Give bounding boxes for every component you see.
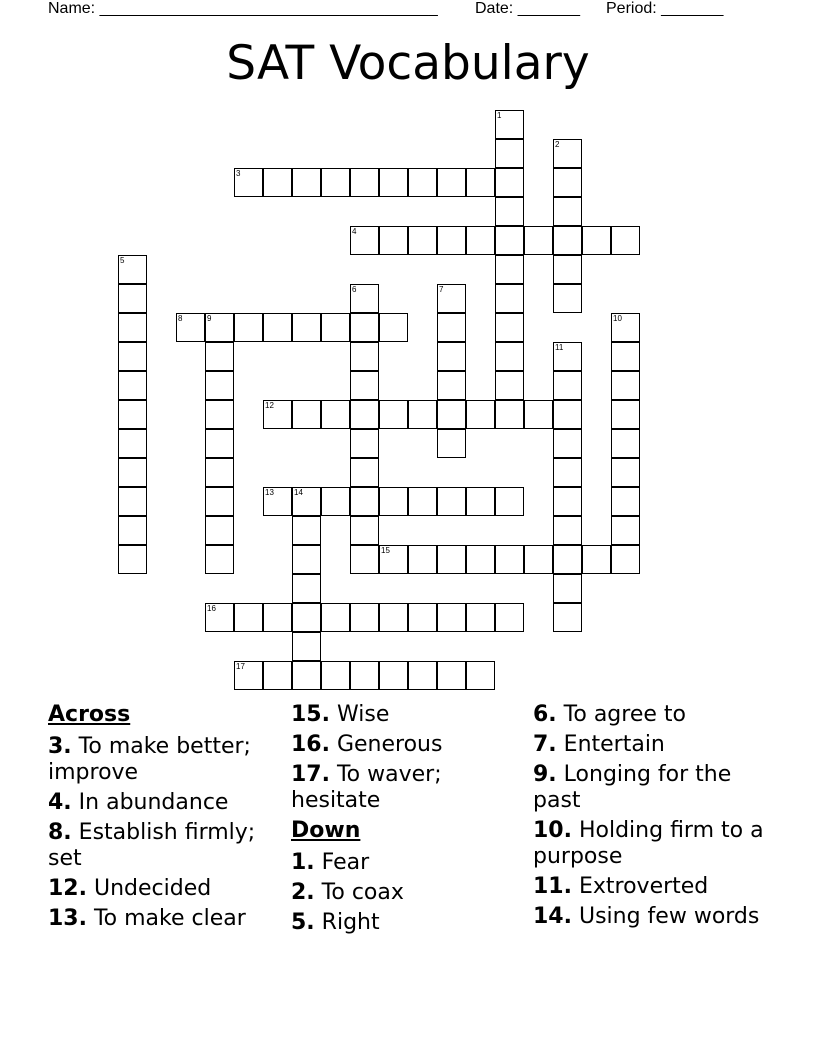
grid-cell[interactable]: [292, 313, 321, 342]
clue-item-number: 16.: [291, 732, 330, 757]
grid-cell[interactable]: [350, 603, 379, 632]
clue-item-number: 1.: [291, 850, 315, 875]
grid-cell[interactable]: [611, 545, 640, 574]
grid-cell[interactable]: [495, 487, 524, 516]
clue-item-text: To make clear: [86, 906, 246, 931]
grid-cell[interactable]: [553, 255, 582, 284]
grid-cell[interactable]: [292, 168, 321, 197]
clue-item: [48, 790, 278, 816]
grid-cell[interactable]: [321, 400, 350, 429]
clue-number: 12: [265, 401, 274, 410]
grid-cell[interactable]: [350, 429, 379, 458]
grid-cell[interactable]: [263, 400, 292, 429]
clue-number: 4: [352, 227, 357, 236]
grid-cell[interactable]: [437, 168, 466, 197]
grid-cell[interactable]: [118, 255, 147, 284]
clue-item: [48, 820, 278, 872]
grid-cell[interactable]: [350, 458, 379, 487]
grid-cell[interactable]: [205, 342, 234, 371]
clue-item: [291, 850, 526, 876]
grid-cell[interactable]: [379, 603, 408, 632]
clue-item-number: 7.: [533, 732, 557, 757]
grid-cell[interactable]: [495, 313, 524, 342]
grid-cell[interactable]: [292, 545, 321, 574]
grid-cell[interactable]: [118, 458, 147, 487]
grid-cell[interactable]: [524, 545, 553, 574]
grid-cell[interactable]: [408, 226, 437, 255]
grid-cell[interactable]: [553, 168, 582, 197]
grid-cell[interactable]: [611, 487, 640, 516]
clue-number: 2: [555, 140, 560, 149]
grid-cell[interactable]: [205, 400, 234, 429]
grid-cell[interactable]: [350, 516, 379, 545]
grid-cell[interactable]: [553, 139, 582, 168]
grid-cell[interactable]: [553, 545, 582, 574]
clue-number: 11: [555, 343, 564, 352]
clue-item-text: Generous: [329, 732, 443, 757]
clue-item-number: 2.: [291, 880, 315, 905]
clue-item-number: 4.: [48, 790, 72, 815]
clue-column-3: [533, 702, 773, 934]
clue-item-text: Undecided: [86, 876, 212, 901]
grid-cell[interactable]: [408, 400, 437, 429]
grid-cell[interactable]: [379, 545, 408, 574]
grid-cell[interactable]: [118, 400, 147, 429]
clue-column-2: [291, 702, 526, 940]
clue-item: [533, 762, 773, 814]
grid-cell[interactable]: [553, 400, 582, 429]
grid-cell[interactable]: [263, 487, 292, 516]
clue-item: [291, 762, 526, 814]
grid-cell[interactable]: [582, 545, 611, 574]
clue-item: [48, 906, 278, 932]
clue-item-text: In abundance: [71, 790, 229, 815]
name-field[interactable]: Name: ______________________________________: [48, 0, 438, 17]
grid-cell[interactable]: [553, 516, 582, 545]
grid-cell[interactable]: [524, 226, 553, 255]
grid-cell[interactable]: [466, 603, 495, 632]
clue-number: 14: [294, 488, 303, 497]
clue-item-text: Right: [314, 910, 380, 935]
clue-item-number: 10.: [533, 818, 572, 843]
clue-item-number: 3.: [48, 734, 72, 759]
grid-cell[interactable]: [350, 661, 379, 690]
clue-item: [291, 732, 526, 758]
grid-cell[interactable]: [118, 313, 147, 342]
clue-item: [533, 818, 773, 870]
grid-cell[interactable]: [437, 545, 466, 574]
grid-cell[interactable]: [408, 603, 437, 632]
grid-cell[interactable]: [495, 110, 524, 139]
clue-item-text: Fear: [314, 850, 370, 875]
clue-item-text: Wise: [329, 702, 390, 727]
clue-item-text: Longing for the past: [533, 762, 732, 813]
grid-cell[interactable]: [466, 400, 495, 429]
grid-cell[interactable]: [118, 545, 147, 574]
grid-cell[interactable]: [118, 342, 147, 371]
grid-cell[interactable]: [379, 168, 408, 197]
grid-cell[interactable]: [437, 603, 466, 632]
grid-cell[interactable]: [466, 545, 495, 574]
grid-cell[interactable]: [350, 284, 379, 313]
grid-cell[interactable]: [611, 371, 640, 400]
grid-cell[interactable]: [379, 400, 408, 429]
clue-item-text: Extroverted: [571, 874, 709, 899]
clue-item-number: 9.: [533, 762, 557, 787]
grid-cell[interactable]: [118, 429, 147, 458]
grid-cell[interactable]: [350, 400, 379, 429]
grid-cell[interactable]: [205, 458, 234, 487]
grid-cell[interactable]: [553, 429, 582, 458]
grid-cell[interactable]: [466, 661, 495, 690]
grid-cell[interactable]: [553, 458, 582, 487]
grid-cell[interactable]: [611, 516, 640, 545]
clue-number: 10: [613, 314, 622, 323]
grid-cell[interactable]: [408, 545, 437, 574]
grid-cell[interactable]: [495, 342, 524, 371]
grid-cell[interactable]: [321, 168, 350, 197]
grid-cell[interactable]: [495, 400, 524, 429]
grid-cell[interactable]: [553, 226, 582, 255]
grid-cell[interactable]: [321, 313, 350, 342]
clue-item-number: 11.: [533, 874, 572, 899]
grid-cell[interactable]: [408, 661, 437, 690]
clue-number: 9: [207, 314, 212, 323]
grid-cell[interactable]: [379, 226, 408, 255]
clue-item-text: To waver; hesitate: [291, 762, 442, 813]
grid-cell[interactable]: [292, 516, 321, 545]
grid-cell[interactable]: [292, 574, 321, 603]
grid-cell[interactable]: [582, 226, 611, 255]
clue-number: 13: [265, 488, 274, 497]
clue-item-number: 6.: [533, 702, 557, 727]
across-heading: Across: [48, 702, 131, 727]
date-field[interactable]: Date: _______: [475, 0, 580, 17]
grid-cell[interactable]: [495, 545, 524, 574]
clue-number: 16: [207, 604, 216, 613]
grid-cell[interactable]: [350, 226, 379, 255]
grid-cell[interactable]: [234, 603, 263, 632]
grid-cell[interactable]: [495, 603, 524, 632]
grid-cell[interactable]: [263, 603, 292, 632]
clue-item-number: 12.: [48, 876, 87, 901]
period-field[interactable]: Period: _______: [606, 0, 724, 17]
clue-item: [48, 876, 278, 902]
grid-cell[interactable]: [379, 313, 408, 342]
clue-item: [291, 880, 526, 906]
grid-cell[interactable]: [234, 168, 263, 197]
clue-number: 17: [236, 662, 245, 671]
grid-cell[interactable]: [205, 545, 234, 574]
grid-cell[interactable]: [437, 371, 466, 400]
clue-item-text: Holding firm to a purpose: [533, 818, 764, 869]
grid-cell[interactable]: [611, 458, 640, 487]
grid-cell[interactable]: [321, 487, 350, 516]
grid-cell[interactable]: [553, 371, 582, 400]
grid-cell[interactable]: [205, 487, 234, 516]
grid-cell[interactable]: [234, 661, 263, 690]
grid-cell[interactable]: [553, 487, 582, 516]
grid-cell[interactable]: [466, 226, 495, 255]
grid-cell[interactable]: [495, 139, 524, 168]
grid-cell[interactable]: [379, 661, 408, 690]
grid-cell[interactable]: [437, 400, 466, 429]
grid-cell[interactable]: [437, 226, 466, 255]
clue-number: 7: [439, 285, 444, 294]
grid-cell[interactable]: [205, 603, 234, 632]
grid-cell[interactable]: [466, 487, 495, 516]
grid-cell[interactable]: [234, 313, 263, 342]
grid-cell[interactable]: [495, 284, 524, 313]
clue-item-number: 15.: [291, 702, 330, 727]
grid-cell[interactable]: [611, 342, 640, 371]
grid-cell[interactable]: [495, 226, 524, 255]
clue-number: 6: [352, 285, 357, 294]
grid-cell[interactable]: [292, 603, 321, 632]
clue-item-text: Using few words: [571, 904, 760, 929]
grid-cell[interactable]: [553, 197, 582, 226]
grid-cell[interactable]: [553, 603, 582, 632]
grid-cell[interactable]: [118, 516, 147, 545]
grid-cell[interactable]: [118, 371, 147, 400]
grid-cell[interactable]: [553, 574, 582, 603]
grid-cell[interactable]: [611, 226, 640, 255]
grid-cell[interactable]: [321, 603, 350, 632]
grid-cell[interactable]: [205, 429, 234, 458]
clue-item-text: To agree to: [556, 702, 686, 727]
clue-number: 5: [120, 256, 125, 265]
grid-cell[interactable]: [205, 313, 234, 342]
clue-item-text: Entertain: [556, 732, 665, 757]
grid-cell[interactable]: [611, 429, 640, 458]
grid-cell[interactable]: [495, 371, 524, 400]
grid-cell[interactable]: [350, 313, 379, 342]
grid-cell[interactable]: [611, 400, 640, 429]
grid-cell[interactable]: [466, 168, 495, 197]
grid-cell[interactable]: [495, 197, 524, 226]
grid-cell[interactable]: [611, 313, 640, 342]
grid-cell[interactable]: [350, 371, 379, 400]
grid-cell[interactable]: [437, 429, 466, 458]
clue-item: [533, 732, 773, 758]
grid-cell[interactable]: [350, 168, 379, 197]
grid-cell[interactable]: [553, 284, 582, 313]
clue-item: [533, 874, 773, 900]
grid-cell[interactable]: [408, 487, 437, 516]
grid-cell[interactable]: [176, 313, 205, 342]
grid-cell[interactable]: [437, 342, 466, 371]
grid-cell[interactable]: [263, 168, 292, 197]
grid-cell[interactable]: [263, 661, 292, 690]
clue-column-1: [48, 702, 278, 936]
grid-cell[interactable]: [350, 342, 379, 371]
clue-item: [291, 910, 526, 936]
clue-item-number: 14.: [533, 904, 572, 929]
grid-cell[interactable]: [553, 342, 582, 371]
clue-item-number: 17.: [291, 762, 330, 787]
clue-number: 15: [381, 546, 390, 555]
clue-item: [48, 734, 278, 786]
grid-cell[interactable]: [118, 487, 147, 516]
down-heading: Down: [291, 818, 361, 843]
grid-cell[interactable]: [321, 661, 350, 690]
grid-cell[interactable]: [495, 255, 524, 284]
clue-item-text: Establish firmly; set: [48, 820, 256, 871]
clue-item-number: 8.: [48, 820, 72, 845]
grid-cell[interactable]: [350, 487, 379, 516]
clue-item-number: 5.: [291, 910, 315, 935]
grid-cell[interactable]: [437, 661, 466, 690]
grid-cell[interactable]: [408, 168, 437, 197]
grid-cell[interactable]: [292, 661, 321, 690]
grid-cell[interactable]: [118, 284, 147, 313]
grid-cell[interactable]: [292, 632, 321, 661]
clue-number: 3: [236, 169, 241, 178]
grid-cell[interactable]: [437, 313, 466, 342]
grid-cell[interactable]: [263, 313, 292, 342]
clue-number: 8: [178, 314, 183, 323]
clue-item-number: 13.: [48, 906, 87, 931]
clue-item-text: To coax: [314, 880, 404, 905]
grid-cell[interactable]: [437, 284, 466, 313]
grid-cell[interactable]: [205, 516, 234, 545]
grid-cell[interactable]: [437, 487, 466, 516]
grid-cell[interactable]: [495, 168, 524, 197]
grid-cell[interactable]: [524, 400, 553, 429]
grid-cell[interactable]: [205, 371, 234, 400]
clue-item-text: To make better; improve: [48, 734, 251, 785]
clue-number: 1: [497, 111, 502, 120]
page-title: SAT Vocabulary: [226, 36, 590, 91]
grid-cell[interactable]: [379, 487, 408, 516]
clue-item: [533, 904, 773, 930]
clue-item: [533, 702, 773, 728]
clue-item: [291, 702, 526, 728]
grid-cell[interactable]: [292, 400, 321, 429]
grid-cell[interactable]: [292, 487, 321, 516]
grid-cell[interactable]: [350, 545, 379, 574]
